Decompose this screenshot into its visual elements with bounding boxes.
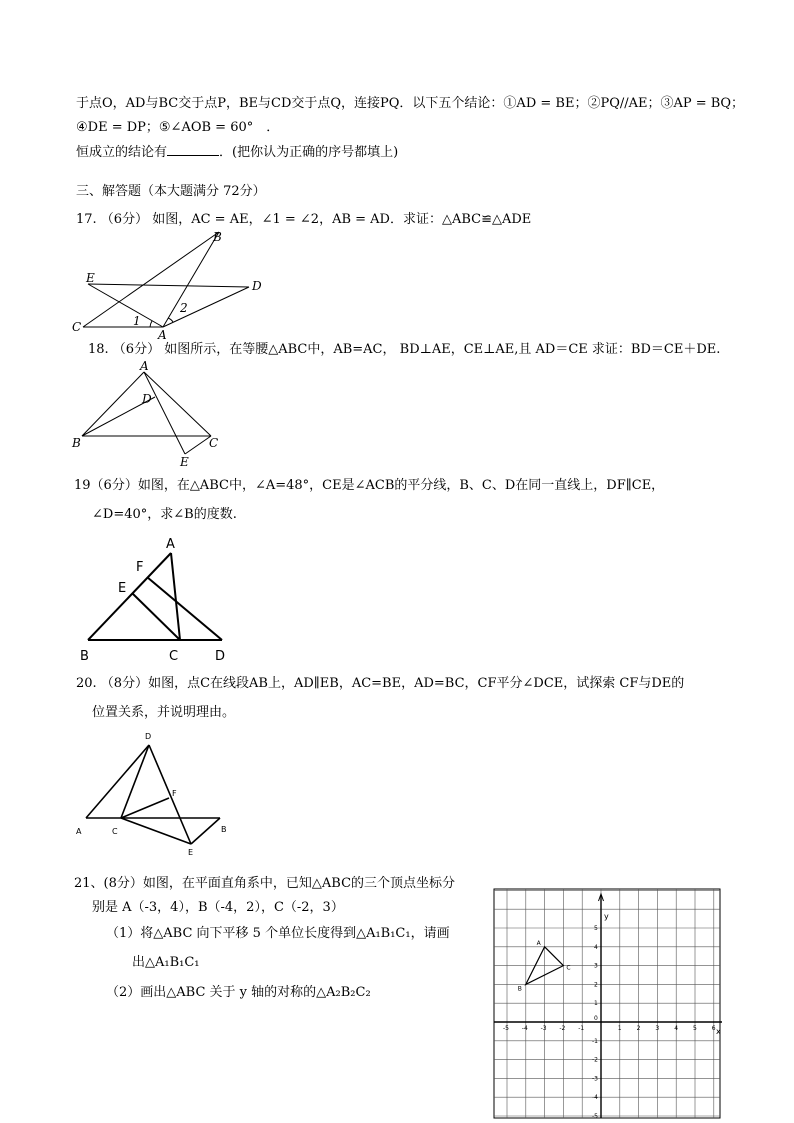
q20-line2: 位置关系，并说明理由。 [92,705,236,720]
x-axis-label: x [716,1027,721,1036]
q16-line3 [76,144,398,161]
x-tick-label: 2 [636,1025,641,1032]
q16-line2: ④DE = DP；⑤∠AOB = 60° ． [76,120,280,135]
x-tick-label: 4 [674,1025,679,1032]
q18-segment-ae [144,372,185,454]
y-tick-label: -1 [592,1037,598,1045]
q18-label-a: A [140,360,149,373]
q20-segment-be [191,818,220,844]
q20-label-a: A [76,827,82,836]
q18-segment-ce [185,436,211,454]
x-tick-label: -3 [540,1025,547,1032]
q20-line1: 20. （8分）如图，点C在线段AB上，AD∥EB，AC=BE，AD=BC，CF平分∠DCE，试探索 CF与DE的 [76,676,685,691]
q19-segment-ba [88,553,171,640]
q17-segment-ed [88,284,249,287]
x-tick-label: -1 [578,1025,585,1032]
y-tick-label: -4 [592,1094,598,1102]
q17-angle2-arc [168,318,173,322]
y-tick-label: 1 [594,1000,598,1008]
x-tick-label: -2 [559,1025,566,1032]
q17-label-2: 2 [180,301,188,315]
q17-label-c: C [72,320,82,334]
x-tick-label: -5 [503,1025,509,1032]
q17-text: 17. （6分） 如图，AC = AE，∠1 = ∠2，AB = AD．求证：△ABC≌△ADE [76,212,532,227]
q17-segment-ea [88,284,163,327]
q19-label-a: A [166,537,175,552]
q20-segment-dc [121,745,149,818]
grid-axes [494,894,722,1118]
q17-label-a: A [158,328,167,342]
y-tick-label: 4 [594,943,598,951]
x-tick-label: 5 [693,1025,697,1032]
q21-item1-line1: （1）将△ABC 向下平移 5 个单位长度得到△A₁B₁C₁，请画 [106,926,450,941]
q19-line2: ∠D=40°，求∠B的度数. [92,507,237,522]
section-title: 三、解答题（本大题满分 72分） [76,184,266,199]
q21-line2: 别是 A（-3，4），B（-4，2），C（-2，3） [92,900,344,915]
q19-segment-ac [171,553,180,640]
q18-label-d: D [142,392,152,406]
q18-segment-ac [144,372,211,436]
q20-segment-de [149,745,191,844]
q17-segment-ab [163,232,219,327]
y-tick-label: 5 [594,925,598,932]
q19-segment-fd [147,577,222,640]
q19-label-c: C [169,649,179,664]
q18-label-e: E [180,455,189,469]
x-tick-label: -4 [521,1025,528,1032]
q20-segment-ad [86,745,149,818]
origin-label: 0 [594,1015,598,1022]
q20-label-f: F [172,789,177,798]
q19-line1: 19（6分）如图，在△ABC中，∠A=48°，CE是∠ACB的平分线，B、C、D在同一直线上，DF∥CE， [74,478,665,493]
q20-label-c: C [112,827,118,836]
q19-label-d: D [215,649,226,664]
y-tick-label: -3 [592,1075,598,1083]
q20-label-d: D [145,732,152,741]
q21-item1-line2: 出△A₁B₁C₁ [132,955,200,970]
q17-figure [66,228,276,346]
q21-line1: 21、(8分）如图，在平面直角系中，已知△ABC的三个顶点坐标分 [74,876,456,891]
x-tick-label: 1 [617,1025,622,1032]
q19-label-b: B [80,649,89,664]
q18-label-b: B [72,436,81,450]
q17-label-b: B [213,230,222,244]
q20-segment-ce [121,818,191,844]
q18-figure [66,360,226,470]
q19-label-e: E [118,581,127,596]
point-label-c: C [566,964,571,972]
q19-figure [74,532,234,666]
q16-line1: 于点O，AD与BC交于点P，BE与CD交于点Q，连接PQ．以下五个结论：①AD = BE；②PQ//AE；③AP = BQ； [76,96,744,111]
y-tick-label: 2 [594,981,598,989]
answer-blank[interactable] [167,144,219,156]
q17-label-d: D [252,279,262,293]
q21-item2: （2）画出△ABC 关于 y 轴的对称的△A₂B₂C₂ [106,985,371,1000]
grid-lines [494,889,720,1118]
q20-label-b: B [221,825,227,834]
q19-segment-ec [132,593,180,640]
x-tick-label: 6 [711,1025,716,1032]
q18-label-c: C [209,436,219,450]
q19-label-f: F [136,560,144,575]
y-tick-label: 3 [594,962,598,970]
q18-segment-ab [82,372,144,436]
x-tick-label: 3 [655,1025,660,1032]
y-tick-label: -2 [592,1056,598,1064]
point-label-b: B [517,985,522,993]
q21-coordinate-grid [490,885,730,1121]
y-tick-label: -5 [592,1113,598,1120]
q18-text: 18. （6分） 如图所示，在等腰△ABC中，AB=AC， BD⊥AE，CE⊥AE,且 AD＝CE 求证：BD＝CE＋DE. [88,342,721,357]
q17-segment-cb [83,232,219,327]
q16-line3-suffix: ．(把你认为正确的序号都填上) [219,145,399,160]
q17-label-1: 1 [133,314,141,328]
q16-line3-prefix: 恒成立的结论有 [76,145,168,160]
q17-angle1-arc [150,321,152,327]
grid-border [494,889,720,1118]
q17-segment-ad [163,287,249,327]
point-label-a: A [536,939,541,947]
q17-label-e: E [86,271,95,285]
q20-figure [72,728,242,860]
q20-label-e: E [188,848,194,857]
y-axis-label: y [604,912,609,921]
